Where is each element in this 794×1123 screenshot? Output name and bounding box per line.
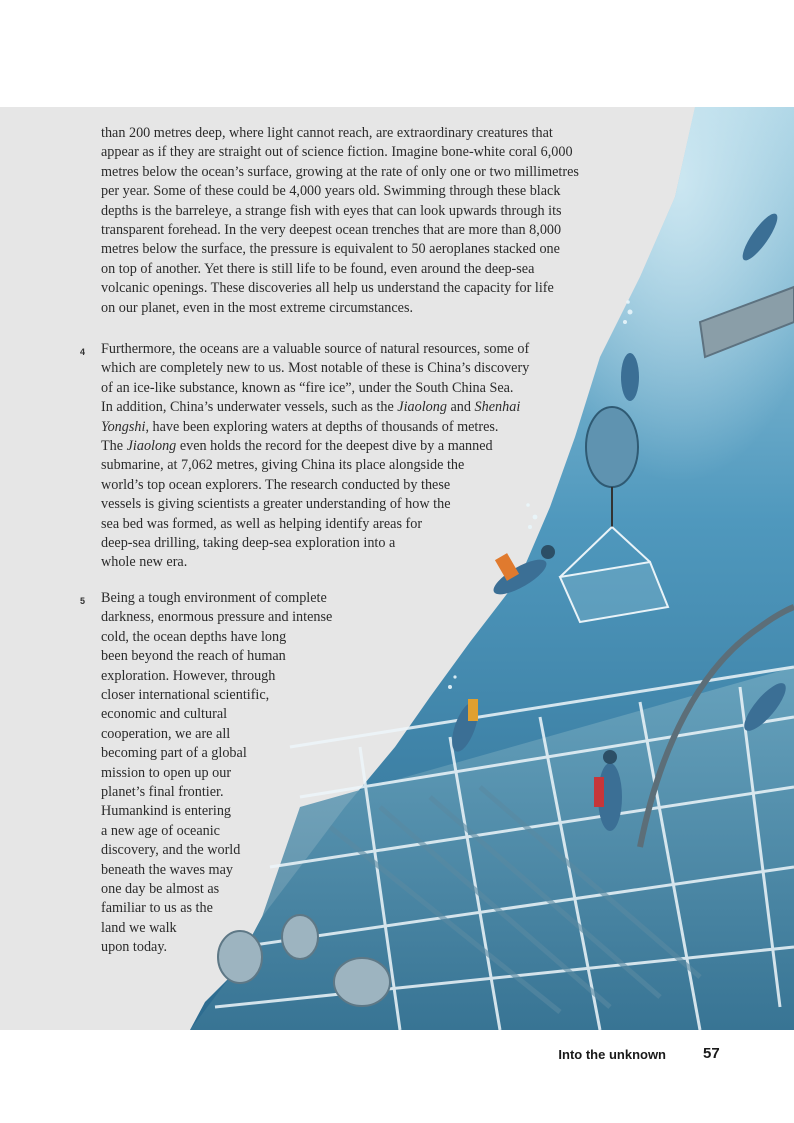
footer-chapter-title: Into the unknown bbox=[558, 1047, 666, 1062]
vessel-name: Jiaolong bbox=[397, 399, 447, 416]
text-line: been beyond the reach of human bbox=[101, 648, 286, 665]
text-line: on top of another. Yet there is still life to be found, even around the deep-sea bbox=[101, 260, 535, 277]
text-line: cooperation, we are all bbox=[101, 725, 231, 742]
text-line bbox=[101, 418, 498, 437]
text-line: deep-sea drilling, taking deep-sea exploration into a bbox=[101, 535, 396, 551]
text-line: transparent forehead. In the very deepest ocean trenches that are more than 8,000 bbox=[101, 222, 562, 238]
text-line: beneath the waves may bbox=[101, 861, 233, 878]
text-line: whole new era. bbox=[101, 554, 188, 571]
text-line: which are completely new to us. Most notable of these is China’s discovery bbox=[101, 360, 530, 377]
text-line bbox=[101, 437, 493, 456]
text-line: volcanic openings. These discoveries all help us understand the capacity for life bbox=[101, 280, 554, 297]
text-line: cold, the ocean depths have long bbox=[101, 628, 287, 645]
text-line: economic and cultural bbox=[101, 706, 228, 723]
text-line: than 200 metres deep, where light cannot reach, are extraordinary creatures that bbox=[101, 125, 553, 141]
text-line: submarine, at 7,062 metres, giving China its place alongside the bbox=[101, 457, 465, 474]
content-panel bbox=[0, 107, 794, 1030]
text-line: Being a tough environment of complete bbox=[101, 590, 327, 606]
text-run: In addition, China’s underwater vessels, such as the bbox=[101, 399, 398, 416]
text-line: upon today. bbox=[101, 939, 168, 956]
page-number: 57 bbox=[703, 1045, 720, 1062]
text-line: on our planet, even in the most extreme circumstances. bbox=[101, 299, 414, 316]
text-line: familiar to us as the bbox=[101, 900, 213, 917]
text-line: Furthermore, the oceans are a valuable source of natural resources, some of bbox=[101, 341, 530, 357]
text-run: , have been exploring waters at depths of thousands of metres. bbox=[145, 418, 499, 435]
text-line: a new age of oceanic bbox=[101, 822, 220, 839]
text-line: per year. Some of these could be 4,000 years old. Swimming through these black bbox=[101, 183, 561, 200]
text-line: mission to open up our bbox=[101, 764, 232, 781]
text-line bbox=[101, 398, 520, 417]
vessel-name: Shenhai bbox=[474, 399, 521, 416]
text-line: world’s top ocean explorers. The research conducted by these bbox=[101, 476, 451, 493]
vessel-name: Jiaolong bbox=[126, 438, 177, 454]
text-line: one day be almost as bbox=[101, 881, 220, 897]
text-line: darkness, enormous pressure and intense bbox=[101, 609, 333, 626]
paragraph-number: 4 bbox=[80, 347, 86, 357]
paragraph-number: 5 bbox=[80, 596, 86, 606]
vessel-name: Yongshi bbox=[101, 418, 146, 435]
text-line: vessels is giving scientists a greater understanding of how the bbox=[101, 496, 451, 513]
text-line: metres below the surface, the pressure is equivalent to 50 aeroplanes stacked one bbox=[101, 241, 560, 258]
text-run: and bbox=[446, 399, 475, 416]
text-line: closer international scientific, bbox=[101, 687, 270, 703]
text-run: The bbox=[101, 438, 127, 454]
text-line: becoming part of a global bbox=[101, 745, 247, 762]
text-line: sea bed was formed, as well as helping identify areas for bbox=[101, 515, 423, 532]
text-line: metres below the ocean’s surface, growing at the rate of only one or two millimetres bbox=[101, 163, 579, 180]
text-line: depths is the barreleye, a strange fish with eyes that can look upwards through its bbox=[101, 202, 562, 219]
diver-5 bbox=[621, 353, 639, 401]
text-line: Humankind is entering bbox=[101, 803, 232, 820]
text-line: of an ice-like substance, known as “fire ice”, under the South China Sea. bbox=[101, 379, 514, 396]
text-line: appear as if they are straight out of science fiction. Imagine bone-white coral 6,000 bbox=[101, 144, 573, 161]
text-line: planet’s final frontier. bbox=[101, 784, 224, 800]
text-line: exploration. However, through bbox=[101, 667, 276, 684]
text-run: even holds the record for the deepest dive by a manned bbox=[176, 438, 493, 454]
text-line: land we walk bbox=[101, 919, 177, 936]
text-line: discovery, and the world bbox=[101, 842, 241, 859]
